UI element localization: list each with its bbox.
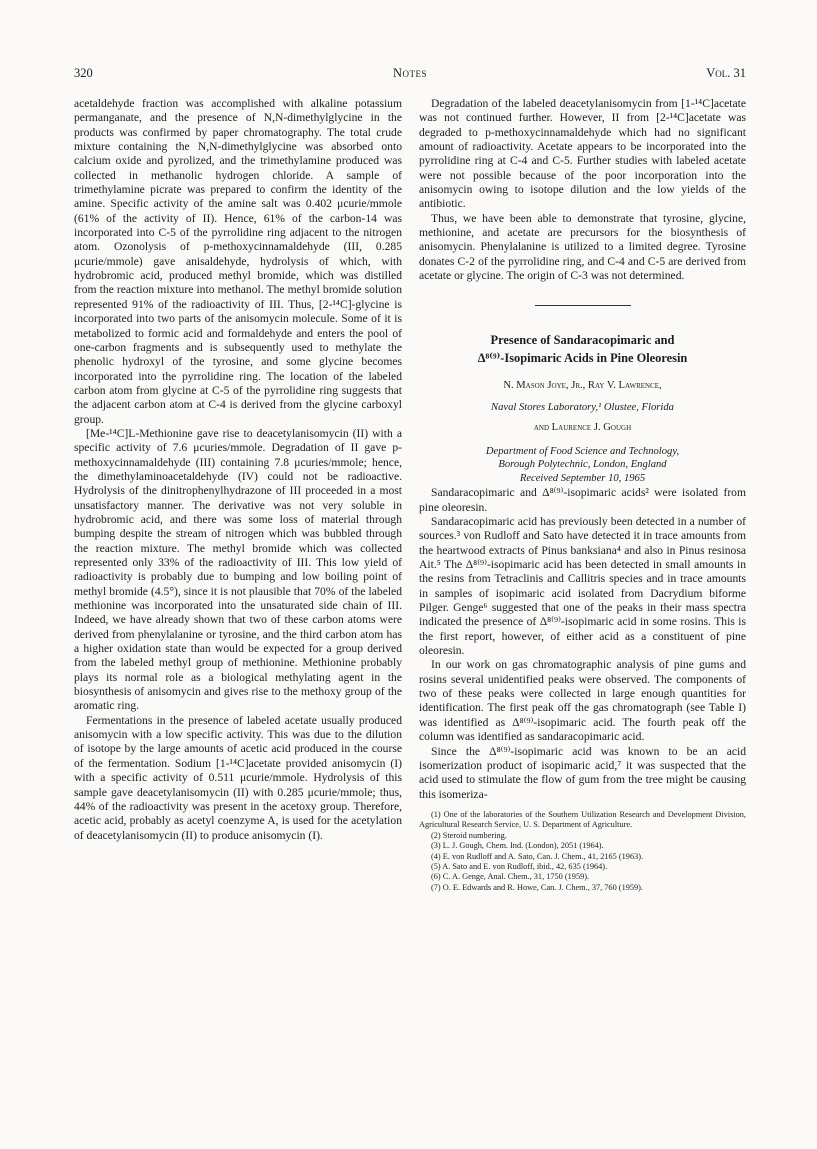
footnote: (3) L. J. Gough, Chem. Ind. (London), 2051 (1964).	[431, 841, 604, 851]
body-paragraph: Thus, we have been able to demonstrate that tyrosine, glycine, methionine, and acetate are precursors for the biosynthesis of anisomycin. Phenylalanine is utilized to a limited degree. Tyrosine donates C-2 of the pyrrolidine ring, and C-4 and C-5 are derived from acetate or glycine. The origin of C-3 was not determined.	[419, 211, 746, 283]
footnote: (7) O. E. Edwards and R. Howe, Can. J. Chem., 37, 760 (1959).	[431, 882, 643, 892]
footnote: (4) E. von Rudloff and A. Sato, Can. J. Chem., 41, 2165 (1963).	[431, 851, 644, 861]
section-divider	[535, 305, 631, 306]
body-paragraph: In our work on gas chromatographic analysis of pine gums and rosins several unidentified peaks were observed. The components of two of these peaks were collected in large enough quantities for identification. The first peak off the gas chromatograph (see Table I) was identified as Δ⁸⁽⁹⁾-isopimaric acid. The fourth peak off the column was identified as sandaracopimaric acid.	[419, 658, 746, 744]
right-column	[419, 97, 746, 893]
body-paragraph: Sandaracopimaric acid has previously been detected in a number of sources.³ von Rudloff and Sato have detected it in trace amounts from the heartwood extracts of Pinus banksiana⁴ and also in Pinus resinosa Ait.⁵ The Δ⁸⁽⁹⁾-isopimaric acid has been detected in small amounts in the resins from Tetraclinis and Callitris species and in trace amounts in samples of isopimaric acid isolated from Dacrydium biforme Pilger. Genge⁶ suggested that one of the peaks in their mass spectra indicated the presence of Δ⁸⁽⁹⁾-isopimaric acid in some rosins. This is the first report, however, of either acid as a constituent of pine oleoresin.	[419, 515, 746, 658]
running-title: Notes	[392, 66, 428, 80]
received-date: Received September 10, 1965	[519, 472, 646, 484]
author-line: and Laurence J. Gough	[533, 421, 632, 433]
body-paragraph: [Me-¹⁴C]L-Methionine gave rise to deacetylanisomycin (II) with a specific activity of 7.6 μcuries/mmole. Degradation of II gave p-methoxycinnamaldehyde (III) containing 7.8 μcuries/mmole; hence, the dimethylaminoacetaldehyde (IV) could not be radioactive. Hydrolysis of the dinitrophenylhydrazone of III proceeded in a most unsatisfactory manner. The derivative was not very soluble in hydrobromic acid, and there was some loss of material through bumping despite the stream of nitrogen which was bubbled through the reaction mixture. The methyl bromide which was collected represented only 33% of the radioactivity of III. This low yield of radioactivity is probably due to bumping and low boiling point of methyl bromide (4.5°), since it is not plausible that 70% of the labeled methionine was incorporated into the unsaturated side chain of III. Indeed, we have already shown that two of these carbon atoms were derived from phenylalanine or tyrosine, and the third carbon atom has a higher oxidation state than would be expected for a group derived from the labeled methyl group of methionine. Methionine probably plays its normal role as a biological methylating agent in the biosynthesis of anisomycin and gives rise to the methoxy group of the aromatic ring.	[74, 426, 402, 713]
footnote: (1) One of the laboratories of the Southern Utilization Research and Development Division, Agricultural Research Service, U. S. Department of Agriculture.	[419, 809, 746, 830]
affiliation: Naval Stores Laboratory,¹ Olustee, Florida	[491, 402, 674, 414]
footnote: (6) C. A. Genge, Anal. Chem., 31, 1750 (1959).	[431, 872, 590, 882]
article-title-line: Δ⁸⁽⁹⁾-Isopimaric Acids in Pine Oleoresin	[477, 351, 688, 366]
running-header	[74, 66, 746, 84]
body-paragraph: acetaldehyde fraction was accomplished with alkaline potassium permanganate, and the presence of N,N-dimethylglycine in the products was confirmed by paper chromatography. The total crude mixture containing the N,N-dimethylglycine was absorbed onto calcium oxide and pyrolized, and the trimethylamine produced was collected in methanolic hydrogen chloride. A sample of trimethylamine picrate was prepared to confirm the identity of the amine. Specific activity of the amine salt was 0.402 μcurie/mmole (61% of the activity of II). Hence, 61% of the carbon-14 was incorporated into C-5 of the pyrrolidine ring adjacent to the nitrogen atom. Ozonolysis of p-methoxycinnamaldehyde (III, 0.285 μcurie/mmole) gave anisaldehyde, hydrolysis of which, with hydrobromic acid, produced methyl bromide, which was distilled from the reaction mixture into methanol. The methyl bromide solution represented 91% of the radioactivity of III. Thus, [2-¹⁴C]-glycine is incorporated into two parts of the anisomycin molecule. Some of it is metabolized to formic acid and formaldehyde and enters the pool of one-carbon fragments and is subsequently used to methylate the phenolic hydroxyl of the tyrosine, and some glycine becomes incorporated into the pyrrolidine ring. The location of the labeled carbon atom from glycine at C-5 of the pyrrolidine ring suggests that the adjacent carbon atom at C-4 is derived from the glycine carboxyl group.	[74, 97, 402, 426]
left-column	[74, 97, 402, 843]
article-title-line: Presence of Sandaracopimaric and	[490, 333, 675, 348]
volume-label: Vol. 31	[706, 66, 746, 80]
author-line: N. Mason Joye, Jr., Ray V. Lawrence,	[503, 380, 662, 392]
body-paragraph: Since the Δ⁸⁽⁹⁾-isopimaric acid was known to be an acid isomerization product of isopimaric acid,⁷ it was suspected that the acid used to stimulate the flow of gum from the tree might be causing this isomeriza-	[419, 744, 746, 801]
body-paragraph: Sandaracopimaric and Δ⁸⁽⁹⁾-isopimaric acids² were isolated from pine oleoresin.	[419, 486, 746, 514]
footnote: (2) Steroid numbering.	[431, 830, 507, 840]
footnote: (5) A. Sato and E. von Rudloff, ibid., 42, 635 (1964).	[431, 861, 608, 871]
page-number: 320	[74, 66, 93, 80]
article-title	[419, 331, 746, 367]
affiliation: Department of Food Science and Technology,	[485, 445, 680, 457]
footnotes	[419, 810, 746, 893]
affiliation: Borough Polytechnic, London, England	[498, 459, 667, 471]
body-paragraph: Fermentations in the presence of labeled acetate usually produced anisomycin with a low specific activity. This was due to the dilution of isotope by the large amounts of acetic acid produced in the course of the fermentation. Sodium [1-¹⁴C]acetate provided anisomycin (I) with a specific activity of 0.511 μcurie/mmole. Hydrolysis of this sample gave deacetylanisomycin (II) with 0.285 μcurie/mmole; thus, 44% of the radioactivity was present in the acetoxy group. Therefore, acetic acid, probably as acetyl coenzyme A, is used for the acetylation of deacetylanisomycin (II) to produce anisomycin (I).	[74, 713, 402, 842]
body-paragraph: Degradation of the labeled deacetylanisomycin from [1-¹⁴C]acetate was not continued further. However, II from [2-¹⁴C]acetate was degraded to p-methoxycinnamaldehyde which had no significant amount of radioactivity. Acetate appears to be incorporated into the pyrrolidine ring at C-4 and C-5. Further studies with labeled acetate were not possible because of the poor incorporation into the anisomycin owing to isotope dilution and the low yields of the antibiotic.	[419, 97, 746, 211]
